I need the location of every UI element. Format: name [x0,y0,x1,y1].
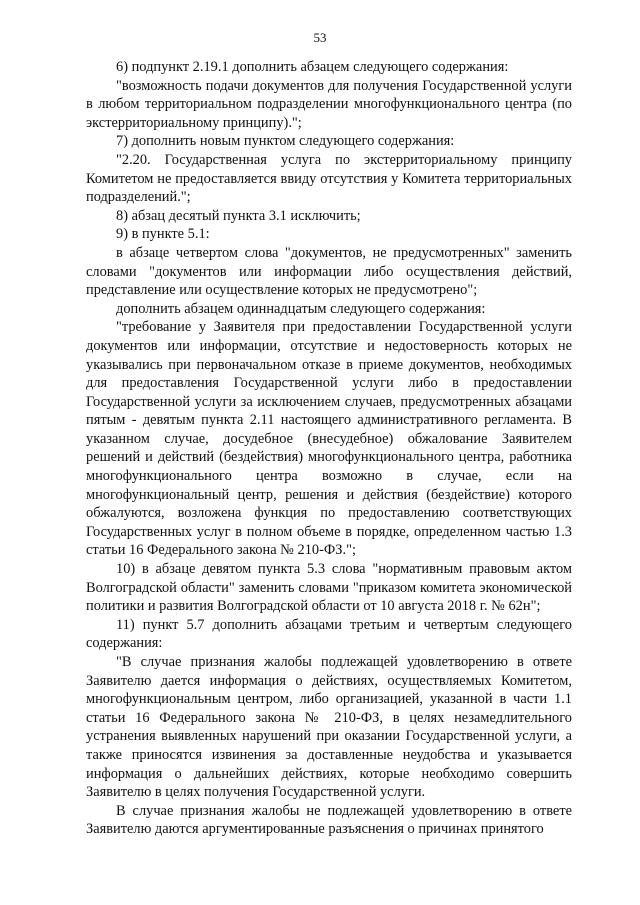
paragraph: 6) подпункт 2.19.1 дополнить абзацем следующего содержания: [116,59,509,75]
page-number: 53 [313,30,327,45]
quoted-paragraph: "требование у Заявителя при предоставлении Государственной услуги документов или информации, отсутствие и недостоверность которых не указывались при первоначальном отказе в приеме документов, необходимых для предоставления Государственной услуги либо в предоставлении Государственной услуги за исключением случаев, предусмотренных абзацами пятым - девятым пункта 2.11 настоящего административного регламента. В указанном случае, досудебное (внесудебное) обжалование Заявителем решений и действий (бездействия) многофункционального центра, работника многофункционального центра возможно в случае, если на многофункциональный центр, решения и действия (бездействие) которого обжалуются, возложена функция по предоставлению соответствующих Государственных услуг в полном объеме в порядке, определенном частью 1.3 статьи 16 Федерального закона № 210-ФЗ."; [86,319,572,559]
quoted-paragraph: "В случае признания жалобы подлежащей удовлетворению в ответе Заявителю дается информация о действиях, осуществляемых Комитетом, многофункциональным центром, либо организацией, указанной в части 1.1 статьи 16 Федерального закона № 210-ФЗ, в целях незамедлительного устранения выявленных нарушений при оказании Государственной услуги, а также приносятся извинения за доставленные неудобства и указывается информация о дальнейших действиях, которые необходимо совершить Заявителю в целях получения Государственной услуги. [86,654,572,801]
paragraph: 8) абзац десятый пункта 3.1 исключить; [116,207,361,224]
document-body [86,58,572,839]
paragraph: дополнить абзацем одиннадцатым следующего содержания: [116,300,486,317]
paragraph: В случае признания жалобы не подлежащей удовлетворению в ответе Заявителю даются аргументированные разъяснения о причинах принятого [86,802,572,838]
paragraph: 7) дополнить новым пунктом следующего содержания: [116,133,455,150]
paragraph: 10) в абзаце девятом пункта 5.3 слова "нормативным правовым актом Волгоградской области" заменить словами "приказом комитета экономической политики и развития Волгоградской области от 10 августа 2018 г. № 62н"; [86,561,572,615]
paragraph: 11) пункт 5.7 дополнить абзацами третьим и четвертым следующего содержания: [86,616,572,652]
quoted-paragraph: "2.20. Государственная услуга по экстерриториальному принципу Комитетом не предоставляется ввиду отсутствия у Комитета территориальных подразделений."; [86,151,572,206]
paragraph: 9) в пункте 5.1: [116,226,210,243]
paragraph: в абзаце четвертом слова "документов, не предусмотренных" заменить словами "документов или информации либо осуществления действий, представление или осуществление которых не предусмотрено"; [86,244,572,299]
quoted-paragraph: "возможность подачи документов для получения Государственной услуги в любом территориальном подразделении многофункционального центра (по экстерриториальному принципу)."; [86,77,572,131]
